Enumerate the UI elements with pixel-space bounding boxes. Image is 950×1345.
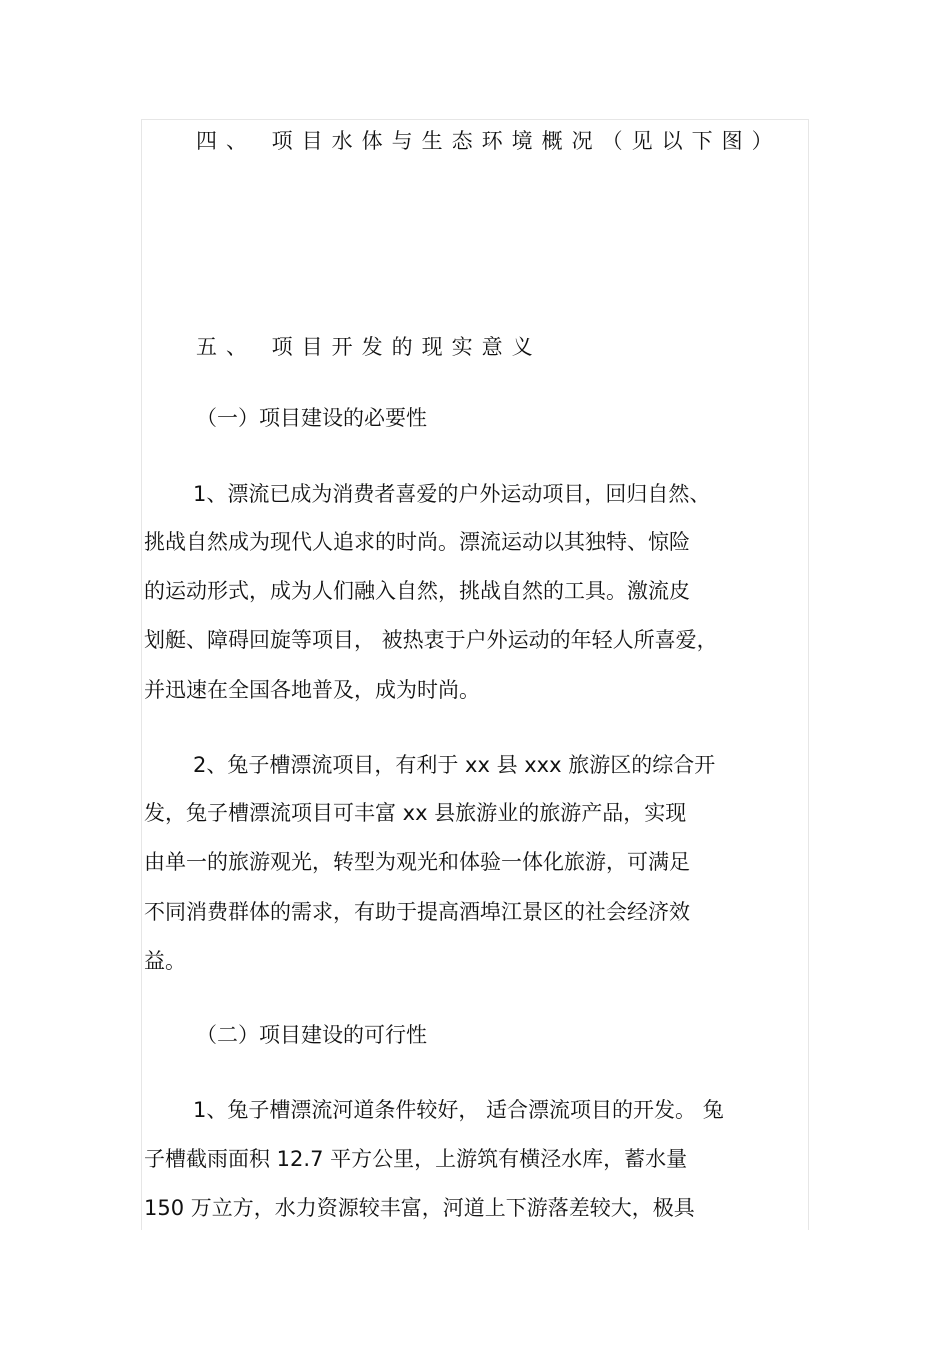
paragraph2-line4: 不同消费群体的需求，有助于提高酒埠江景区的社会经济效 <box>144 900 690 924</box>
paragraph2-line2: 发，兔子槽漂流项目可丰富 xx 县旅游业的旅游产品，实现 <box>144 801 687 825</box>
paragraph1-line3: 的运动形式，成为人们融入自然，挑战自然的工具。激流皮 <box>144 579 690 603</box>
paragraph1-line2: 挑战自然成为现代人追求的时尚。漂流运动以其独特、惊险 <box>144 530 690 554</box>
paragraph2-line5: 益。 <box>144 949 186 973</box>
paragraph1-line5: 并迅速在全国各地普及，成为时尚。 <box>144 678 480 702</box>
paragraph2-line3: 由单一的旅游观光，转型为观光和体验一体化旅游，可满足 <box>144 850 690 874</box>
subsection1-heading: （一）项目建设的必要性 <box>196 406 427 430</box>
section4-heading: 四、 项目水体与生态环境概况（见以下图） <box>196 129 782 153</box>
paragraph3-line1: 1、兔子槽漂流河道条件较好， 适合漂流项目的开发。 兔 <box>193 1098 724 1122</box>
paragraph3-line2: 子槽截雨面积 12.7 平方公里，上游筑有横泾水库，蓄水量 <box>144 1147 688 1171</box>
paragraph3-line3: 150 万立方，水力资源较丰富，河道上下游落差较大，极具 <box>144 1196 695 1220</box>
subsection2-heading: （二）项目建设的可行性 <box>196 1023 427 1047</box>
paragraph1-line4: 划艇、障碍回旋等项目， 被热衷于户外运动的年轻人所喜爱， <box>144 628 718 652</box>
paragraph2-line1: 2、兔子槽漂流项目，有利于 xx 县 xxx 旅游区的综合开 <box>193 753 716 777</box>
section5-heading: 五、 项目开发的现实意义 <box>196 335 542 359</box>
paragraph1-line1: 1、漂流已成为消费者喜爱的户外运动项目，回归自然、 <box>193 482 711 506</box>
